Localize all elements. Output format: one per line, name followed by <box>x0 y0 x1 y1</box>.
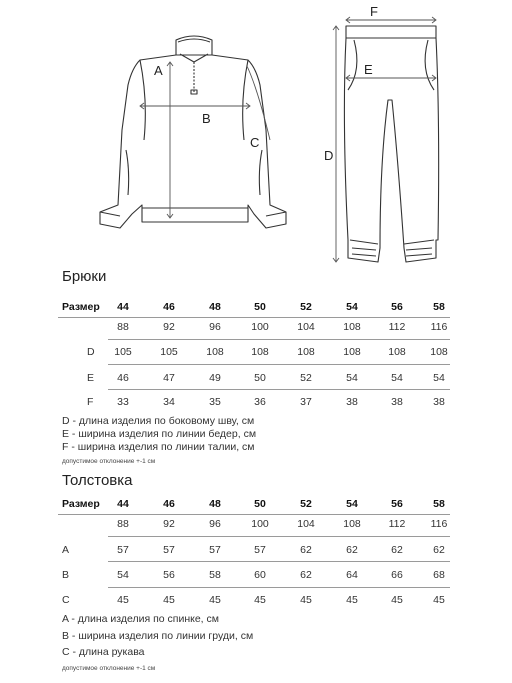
dim-label-e: E <box>364 62 373 77</box>
table-cell: 57 <box>117 544 129 556</box>
row-label-a: A <box>62 544 70 556</box>
table-cell: 45 <box>433 594 445 606</box>
table-cell: 105 <box>114 346 132 358</box>
row-rule <box>108 561 450 562</box>
table-cell: 45 <box>254 594 266 606</box>
table-cell: 60 <box>254 569 266 581</box>
table-cell: 68 <box>433 569 445 581</box>
sweatshirt-size-58: 58 <box>433 498 445 510</box>
pants-sketch <box>344 26 438 262</box>
sweatshirt-size-54: 54 <box>346 498 358 510</box>
table-cell: 92 <box>163 518 175 530</box>
table-cell: 52 <box>300 372 312 384</box>
pants-size-58: 58 <box>433 301 445 313</box>
table-cell: 56 <box>163 569 175 581</box>
dim-label-d: D <box>324 148 334 163</box>
table-cell: 92 <box>163 321 175 333</box>
row-rule <box>108 339 450 340</box>
pants-header-rule <box>58 317 450 318</box>
row-rule <box>108 587 450 588</box>
table-cell: 108 <box>251 346 269 358</box>
pants-size-46: 46 <box>163 301 175 313</box>
sweatshirt-size-52: 52 <box>300 498 312 510</box>
pants-legend-e: E - ширина изделия по линии бедер, см <box>62 428 257 440</box>
table-cell: 37 <box>300 396 312 408</box>
pants-legend-f: F - ширина изделия по линии талии, см <box>62 441 255 453</box>
table-cell: 35 <box>209 396 221 408</box>
table-cell: 58 <box>209 569 221 581</box>
pants-title: Брюки <box>62 268 107 285</box>
table-cell: 45 <box>163 594 175 606</box>
table-cell: 108 <box>388 346 406 358</box>
sweatshirt-size-50: 50 <box>254 498 266 510</box>
table-cell: 104 <box>297 518 315 530</box>
sweatshirt-title: Толстовка <box>62 472 133 489</box>
table-cell: 108 <box>343 346 361 358</box>
table-cell: 105 <box>160 346 178 358</box>
table-cell: 47 <box>163 372 175 384</box>
table-cell: 104 <box>297 321 315 333</box>
table-cell: 100 <box>251 321 269 333</box>
table-cell: 108 <box>430 346 448 358</box>
table-cell: 33 <box>117 396 129 408</box>
table-cell: 45 <box>117 594 129 606</box>
sweatshirt-size-header-label: Размер <box>62 498 100 510</box>
table-cell: 54 <box>433 372 445 384</box>
row-label-b: B <box>62 569 70 581</box>
row-label-f: F <box>87 396 94 408</box>
sweatshirt-size-56: 56 <box>391 498 403 510</box>
pants-size-56: 56 <box>391 301 403 313</box>
pants-dimensions <box>333 17 436 262</box>
table-cell: 112 <box>388 321 406 333</box>
pants-size-52: 52 <box>300 301 312 313</box>
table-cell: 45 <box>346 594 358 606</box>
row-label-e: E <box>87 372 95 384</box>
dim-label-c: C <box>250 135 260 150</box>
table-cell: 62 <box>346 544 358 556</box>
table-cell: 62 <box>300 544 312 556</box>
row-label-c: C <box>62 594 70 606</box>
pants-size-48: 48 <box>209 301 221 313</box>
table-cell: 38 <box>346 396 358 408</box>
pants-size-50: 50 <box>254 301 266 313</box>
dim-label-f: F <box>370 4 378 19</box>
pants-tolerance-note: допустимое отклонение +-1 см <box>62 458 156 465</box>
table-cell: 62 <box>391 544 403 556</box>
table-cell: 45 <box>209 594 221 606</box>
table-cell: 100 <box>251 518 269 530</box>
table-cell: 45 <box>391 594 403 606</box>
table-cell: 34 <box>163 396 175 408</box>
pants-legend-d: D - длина изделия по боковому шву, см <box>62 415 255 427</box>
table-cell: 36 <box>254 396 266 408</box>
table-cell: 54 <box>117 569 129 581</box>
table-cell: 108 <box>206 346 224 358</box>
dim-label-b: B <box>202 111 211 126</box>
sweatshirt-legend-a: A - длина изделия по спинке, см <box>62 613 219 625</box>
pants-size-header-label: Размер <box>62 301 100 313</box>
sweatshirt-legend-b: B - ширина изделия по линии груди, см <box>62 630 254 642</box>
table-cell: 38 <box>433 396 445 408</box>
table-cell: 49 <box>209 372 221 384</box>
sweatshirt-sketch <box>100 36 286 228</box>
sweatshirt-legend-c: C - длина рукава <box>62 646 145 658</box>
row-rule <box>108 389 450 390</box>
sweatshirt-tolerance-note: допустимое отклонение +-1 см <box>62 665 156 672</box>
table-cell: 57 <box>254 544 266 556</box>
table-cell: 96 <box>209 321 221 333</box>
pants-size-54: 54 <box>346 301 358 313</box>
table-cell: 57 <box>163 544 175 556</box>
sweatshirt-size-44: 44 <box>117 498 129 510</box>
pants-size-44: 44 <box>117 301 129 313</box>
row-rule <box>108 536 450 537</box>
table-cell: 96 <box>209 518 221 530</box>
table-cell: 46 <box>117 372 129 384</box>
table-cell: 112 <box>388 518 406 530</box>
row-rule <box>108 364 450 365</box>
sweatshirt-size-46: 46 <box>163 498 175 510</box>
dim-label-a: A <box>154 63 163 78</box>
table-cell: 57 <box>209 544 221 556</box>
table-cell: 108 <box>343 518 361 530</box>
table-cell: 50 <box>254 372 266 384</box>
table-cell: 88 <box>117 518 129 530</box>
table-cell: 45 <box>300 594 312 606</box>
table-cell: 66 <box>391 569 403 581</box>
table-cell: 108 <box>343 321 361 333</box>
table-cell: 116 <box>430 518 448 530</box>
garment-sketches <box>0 0 512 270</box>
table-cell: 64 <box>346 569 358 581</box>
table-cell: 54 <box>391 372 403 384</box>
row-label-d: D <box>87 346 95 358</box>
table-cell: 116 <box>430 321 448 333</box>
table-cell: 88 <box>117 321 129 333</box>
sweatshirt-size-48: 48 <box>209 498 221 510</box>
table-cell: 62 <box>300 569 312 581</box>
table-cell: 62 <box>433 544 445 556</box>
sweatshirt-header-rule <box>58 514 450 515</box>
table-cell: 54 <box>346 372 358 384</box>
table-cell: 38 <box>391 396 403 408</box>
table-cell: 108 <box>297 346 315 358</box>
